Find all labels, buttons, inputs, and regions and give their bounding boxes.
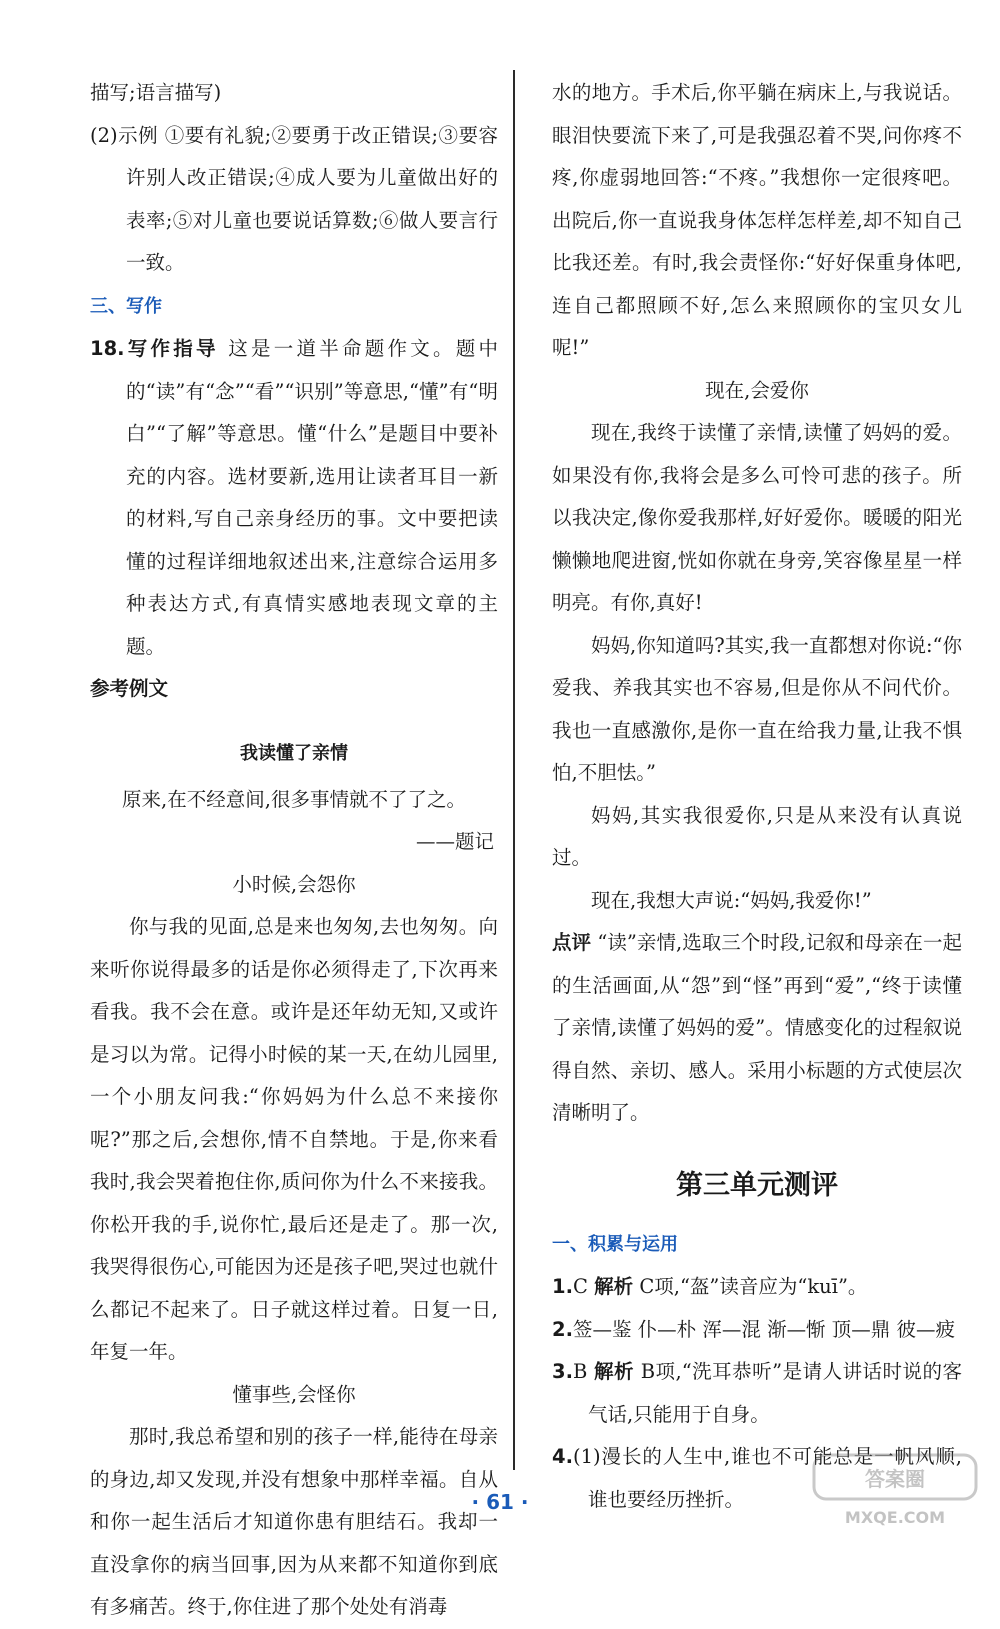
answer-17-2: (2)示例 ①要有礼貌;②要勇于改正错误;③要容许别人改正错误;④成人要为儿童做出好的表率;⑤对儿童也要说话算数;⑥做人要言行一致。 bbox=[90, 123, 498, 274]
answer-4: 4.(1)漫长的人生中,谁也不可能总是一帆风顺,谁也要经历挫折。 bbox=[552, 1445, 962, 1511]
watermark-bottom-text: MXQE.COM bbox=[844, 1508, 946, 1527]
section-accumulation-heading: 一、积累与运用 bbox=[552, 1233, 678, 1255]
reference-essay-label: 参考例文 bbox=[90, 677, 169, 700]
answer-continuation: 描写;语言描写) bbox=[90, 81, 222, 104]
subheading-childhood: 小时候,会怨你 bbox=[232, 872, 356, 896]
essay-paragraph: 妈妈,其实我很爱你,只是从来没有认真说过。 bbox=[552, 803, 962, 869]
question-18: 18.写作指导 这是一道半命题作文。题中的“读”有“念”“看”“识别”等意思,“懂”有“明白”“了解”等意思。懂“什么”是题目中要补充的内容。选材要新,选用让读者耳目一新的材料,写自己亲身经历的事。文中要把读懂的过程详细地叙述出来,注意综合运用多种表达方式,有真情实感地表现文章的主题。 bbox=[90, 337, 498, 658]
unit-title: 第三单元测评 bbox=[676, 1169, 838, 1201]
page-number: · 61 · bbox=[471, 1490, 529, 1514]
right-column bbox=[552, 72, 962, 1521]
essay-paragraph: 现在,我终于读懂了亲情,读懂了妈妈的爱。如果没有你,我将会是多么可怜可悲的孩子。所以我决定,像你爱我那样,好好爱你。暖暖的阳光懒懒地爬进窗,恍如你就在身旁,笑容像星星一样明亮。有你,真好! bbox=[552, 421, 962, 614]
subheading-growing-up: 懂事些,会怪你 bbox=[232, 1382, 356, 1406]
watermark-logo bbox=[810, 1451, 980, 1531]
left-column bbox=[90, 72, 498, 1629]
essay-paragraph: 水的地方。手术后,你平躺在病床上,与我说话。眼泪快要流下来了,可是我强忍着不哭,问你疼不疼,你虚弱地回答:“不疼。”我想你一定很疼吧。出院后,你一直说我身体怎样怎样差,却不知自己比我还差。有时,我会责怪你:“好好保重身体吧,连自己都照顾不好,怎么来照顾你的宝贝女儿呢!” bbox=[552, 81, 962, 359]
essay-paragraph: 你与我的见面,总是来也匆匆,去也匆匆。向来听你说得最多的话是你必须得走了,下次再来看我。我不会在意。或许是还年幼无知,又或许是习以为常。记得小时候的某一天,在幼儿园里,一个小朋友问我:“你妈妈为什么总不来接你呢?”那之后,会想你,情不自禁地。于是,你来看我时,我会哭着抱住你,质问你为什么不来接我。你松开我的手,说你忙,最后还是走了。那一次,我哭得很伤心,可能因为还是孩子吧,哭过也就什么都记不起来了。日子就这样过着。日复一日,年复一年。 bbox=[90, 915, 498, 1363]
commentary: 点评 “读”亲情,选取三个时段,记叙和母亲在一起的生活画面,从“怨”到“怪”再到“爱”,“终于读懂了亲情,读懂了妈妈的爱”。情感变化的过程叙说得自然、亲切、感人。采用小标题的方式使层次清晰明了。 bbox=[552, 931, 962, 1124]
answer-1: 1.C 解析 C项,“盔”读音应为“kuī”。 bbox=[552, 1275, 868, 1298]
section-writing-heading: 三、写作 bbox=[90, 295, 162, 317]
epigraph-source: ——题记 bbox=[415, 830, 494, 853]
essay-title: 我读懂了亲情 bbox=[240, 742, 348, 764]
essay-paragraph: 妈妈,你知道吗?其实,我一直都想对你说:“你爱我、养我其实也不容易,但是你从不问代价。我也一直感激你,是你一直在给我力量,让我不惧怕,不胆怯。” bbox=[552, 633, 962, 784]
essay-paragraph: 那时,我总希望和别的孩子一样,能待在母亲的身边,却又发现,并没有想象中那样幸福。自从和你一起生活后才知道你患有胆结石。我却一直没拿你的病当回事,因为从来都不知道你到底有多痛苦。终于,你住进了那个处处有消毒 bbox=[90, 1425, 498, 1618]
essay-paragraph: 现在,我想大声说:“妈妈,我爱你!” bbox=[591, 888, 872, 912]
column-divider bbox=[513, 70, 515, 1470]
subheading-now: 现在,会爱你 bbox=[705, 378, 809, 402]
epigraph: 原来,在不经意间,很多事情就不了了之。 bbox=[122, 787, 466, 811]
answer-2: 2.签—鉴 仆—朴 浑—混 渐—惭 顶—鼎 彼—疲 bbox=[552, 1317, 955, 1341]
answer-3: 3.B 解析 B项,“洗耳恭听”是请人讲话时说的客气话,只能用于自身。 bbox=[552, 1360, 963, 1426]
watermark-top-text: 答案圈 bbox=[865, 1467, 925, 1491]
